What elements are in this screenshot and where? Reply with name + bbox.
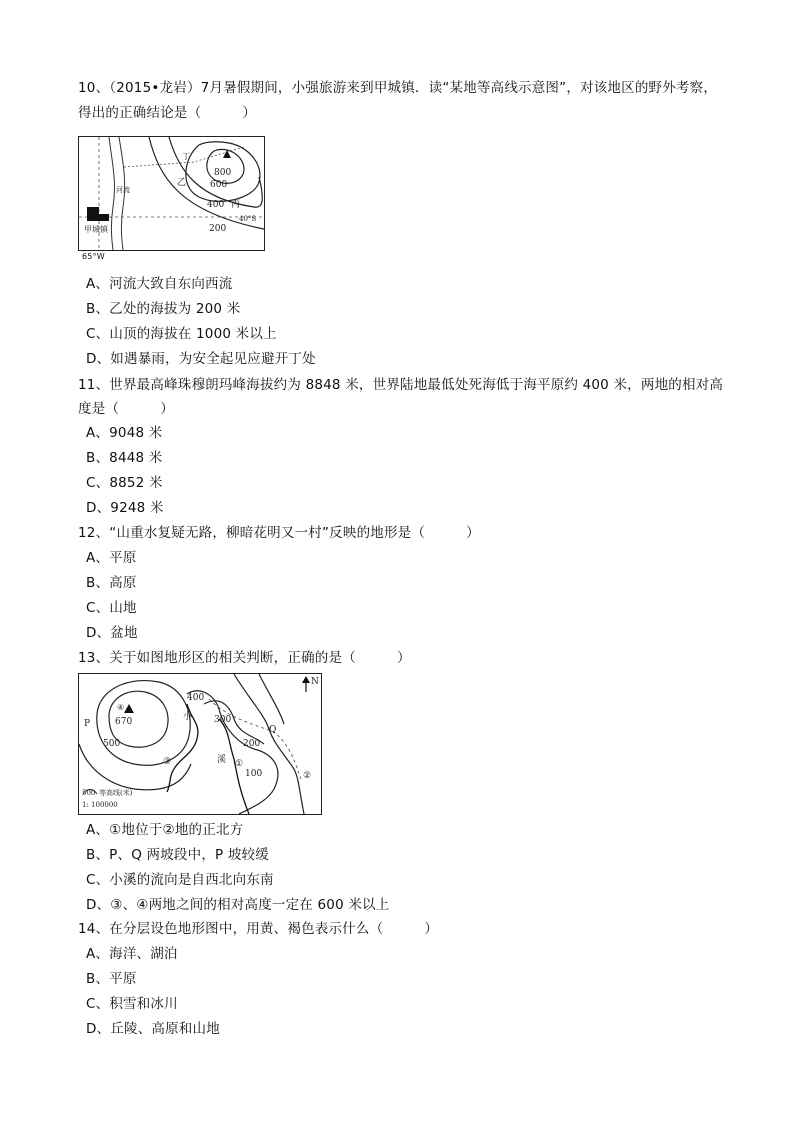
contour-200: 200 [209,224,227,234]
contour-100: 100 [245,769,263,779]
place-yi: 乙 [177,178,187,188]
q10-option-c[interactable]: C、山顶的海拔在 1000 米以上 [86,326,277,342]
town-label: 甲城镇 [84,225,108,234]
q13-option-d[interactable]: D、③、④两地之间的相对高度一定在 600 米以上 [86,897,390,913]
contour-670: 670 [115,717,133,727]
q13-contour-map [78,673,322,815]
q14-option-d[interactable]: D、丘陵、高原和山地 [86,1021,220,1037]
point-2: ② [303,771,312,781]
town-icon-2 [99,214,109,221]
q14-option-c[interactable]: C、积雪和冰川 [86,996,178,1012]
contour-600: 600 [210,180,228,190]
q13-option-b[interactable]: B、P、Q 两坡段中，P 坡较缓 [86,847,269,863]
point-4: ④ [117,703,125,712]
q10-option-d[interactable]: D、如遇暴雨，为安全起见应避开丁处 [86,351,316,367]
legend-label: 等高线(米) [99,789,133,797]
river-label: 河流 [116,186,130,194]
q12-option-c[interactable]: C、山地 [86,600,137,616]
q11-stem-line1: 11、世界最高峰珠穆朗玛峰海拔约为 8848 米，世界陆地最低处死海低于海平原约 400 米，两地的相对高 [78,377,724,393]
q14-option-b[interactable]: B、平原 [86,971,137,987]
north-label: N [311,677,319,687]
q13-option-c[interactable]: C、小溪的流向是自西北向东南 [86,872,274,888]
q13-stem: 13、关于如图地形区的相关判断，正确的是（ ） [78,650,411,666]
slope-p: P [84,719,91,729]
q10-stem-line1: 10、（2015•龙岩）7月暑假期间，小强旅游来到甲城镇．读“某地等高线示意图”，对该地区的野外考察， [78,80,718,96]
peak-icon [124,704,134,713]
slope-q: Q [269,725,277,735]
q10-contour-map [78,136,265,251]
legend-value: 500 [82,789,96,797]
q14-stem: 14、在分层设色地形图中，用黄、褐色表示什么（ ） [78,921,439,937]
scale-label: 1: 100000 [82,801,118,809]
town-icon [87,207,99,221]
stream-char-1: 小 [183,712,193,722]
q11-option-a[interactable]: A、9048 米 [86,425,163,441]
point-3: ③ [163,757,172,767]
q10-option-a[interactable]: A、河流大致自东向西流 [86,276,233,292]
q12-option-b[interactable]: B、高原 [86,575,137,591]
q10-stem-line2: 得出的正确结论是（ ） [78,105,257,121]
lat-label: 40°S [239,215,257,223]
point-1: ① [235,759,244,769]
stream-char-2: 溪 [217,755,227,765]
q12-stem: 12、“山重水复疑无路，柳暗花明又一村”反映的地形是（ ） [78,525,480,541]
north-arrow-icon [302,676,310,683]
place-ding: 丁 [182,152,190,161]
q12-option-d[interactable]: D、盆地 [86,625,138,641]
q11-option-b[interactable]: B、8448 米 [86,450,163,466]
place-bing: 丙 [231,200,241,210]
contour-500: 500 [103,739,121,749]
q13-option-a[interactable]: A、①地位于②地的正北方 [86,822,244,838]
contour-800: 800 [214,168,232,178]
contour-300: 300 [214,715,232,725]
q10-option-b[interactable]: B、乙处的海拔为 200 米 [86,301,241,317]
q11-option-c[interactable]: C、8852 米 [86,475,163,491]
contour-400: 400 [207,200,225,210]
q11-stem-line2: 度是（ ） [78,401,174,417]
lon-label: 65°W [82,252,105,261]
contour-200: 200 [243,739,261,749]
q14-option-a[interactable]: A、海洋、湖泊 [86,946,178,962]
q11-option-d[interactable]: D、9248 米 [86,500,164,516]
contour-400: 400 [187,693,205,703]
q12-option-a[interactable]: A、平原 [86,550,137,566]
